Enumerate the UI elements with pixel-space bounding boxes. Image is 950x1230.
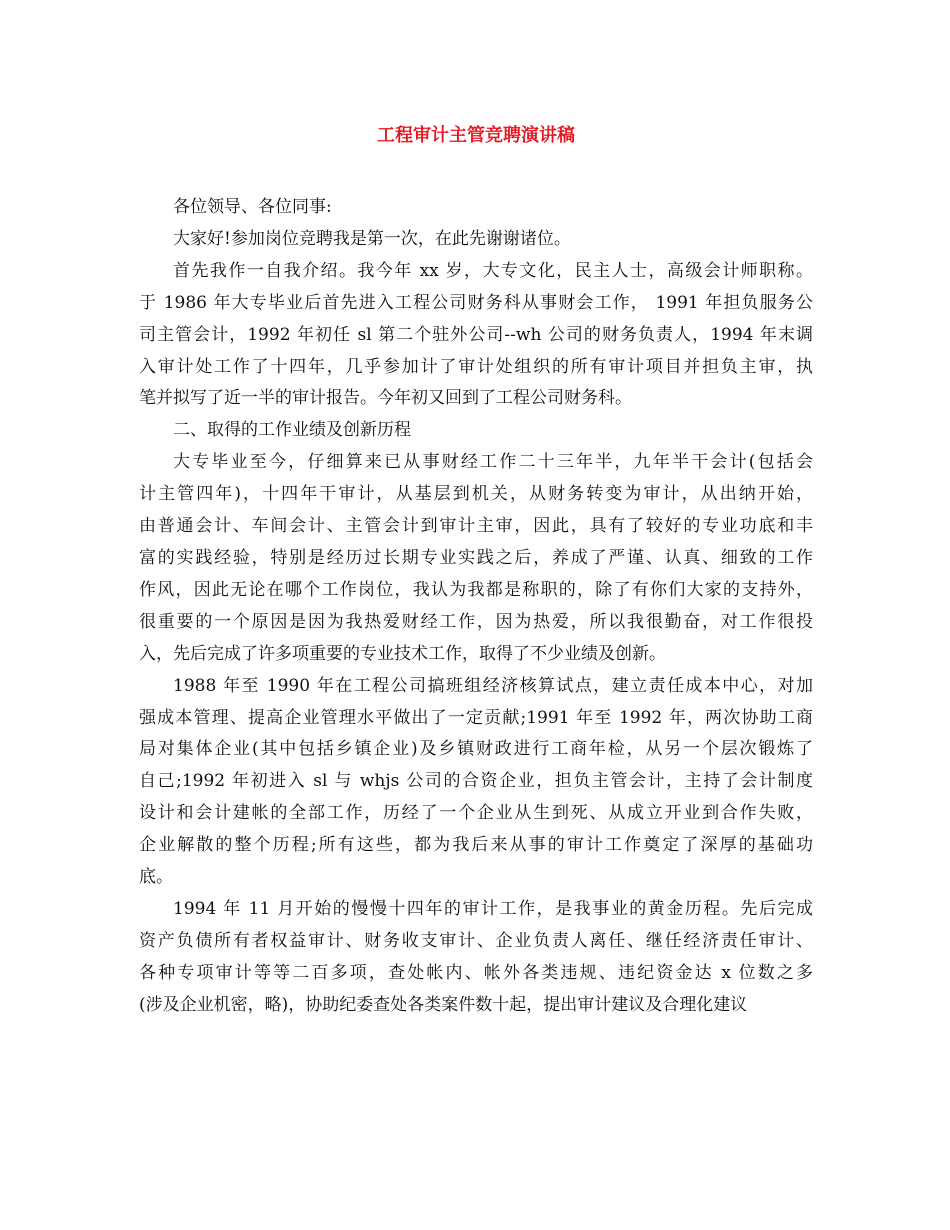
paragraph-line: 由普通会计、车间会计、主管会计到审计主审，因此，具有了较好的专业功底和丰 [139,516,813,537]
paragraph-line: 大专毕业至今，仔细算来已从事财经工作二十三年半，九年半干会计(包括会 [173,452,813,473]
paragraph [139,671,813,894]
paragraph-line: 富的实践经验，特别是经历过长期专业实践之后，养成了严谨、认真、细致的工作 [139,547,813,568]
paragraph [139,224,813,256]
paragraph [139,192,813,224]
paragraph-line: 很重要的一个原因是因为我热爱财经工作，因为热爱，所以我很勤奋，对工作很投 [139,611,813,632]
paragraph-line: 笔并拟写了近一半的审计报告。今年初又回到了工程公司财务科。 [139,388,632,409]
paragraph-line: 入审计处工作了十四年，几乎参加计了审计处组织的所有审计项目并担负主审，执 [139,356,813,377]
document-body [139,192,813,1022]
document-title: 工程审计主管竞聘演讲稿 [377,125,575,146]
paragraph [139,894,813,1022]
paragraph-line: 强成本管理、提高企业管理水平做出了一定贡献;1991 年至 1992 年，两次协助工商 [139,707,813,728]
paragraph-line: 各种专项审计等等二百多项，查处帐内、帐外各类违规、违纪资金达 x 位数之多 [139,962,813,983]
paragraph-line: 司主管会计，1992 年初任 sl 第二个驻外公司--wh 公司的财务负责人，1994 年末调 [139,324,813,345]
paragraph-line: 各位领导、各位同事: [173,197,332,217]
paragraph-line: 于 1986 年大专毕业后首先进入工程公司财务科从事财会工作， 1991 年担负服务公 [139,292,813,313]
paragraph-line: 计主管四年)，十四年干审计，从基层到机关，从财务转变为审计，从出纳开始， [139,484,813,505]
paragraph-line: 入，先后完成了许多项重要的专业技术工作，取得了不少业绩及创新。 [139,643,666,664]
paragraph-line: 设计和会计建帐的全部工作，历经了一个企业从生到死、从成立开业到合作失败， [139,803,813,824]
paragraph-line: 1994 年 11 月开始的慢慢十四年的审计工作，是我事业的黄金历程。先后完成 [173,898,813,919]
paragraph-line: 企业解散的整个历程;所有这些，都为我后来从事的审计工作奠定了深厚的基础功 [139,835,813,856]
paragraph-line: 资产负债所有者权益审计、财务收支审计、企业负责人离任、继任经济责任审计、 [139,930,813,951]
paragraph-line: 作风，因此无论在哪个工作岗位，我认为我都是称职的，除了有你们大家的支持外， [139,579,813,600]
paragraph-line: 大家好!参加岗位竞聘我是第一次，在此先谢谢诸位。 [173,228,571,249]
paragraph-line: (涉及企业机密，略)，协助纪委查处各类案件数十起，提出审计建议及合理化建议 [139,994,748,1015]
paragraph-line: 自己;1992 年初进入 sl 与 whjs 公司的合资企业，担负主管会计，主持了会计制度 [139,771,813,792]
paragraph-line: 局对集体企业(其中包括乡镇企业)及乡镇财政进行工商年检，从另一个层次锻炼了 [139,739,813,760]
paragraph-line: 首先我作一自我介绍。我今年 xx 岁，大专文化，民主人士，高级会计师职称。 [173,260,813,281]
paragraph [139,415,813,447]
paragraph [139,447,813,670]
paragraph-line: 底。 [139,867,173,888]
paragraph-line: 1988 年至 1990 年在工程公司搞班组经济核算试点，建立责任成本中心，对加 [173,675,813,696]
paragraph-line: 二、取得的工作业绩及创新历程 [173,420,411,441]
paragraph [139,256,813,416]
